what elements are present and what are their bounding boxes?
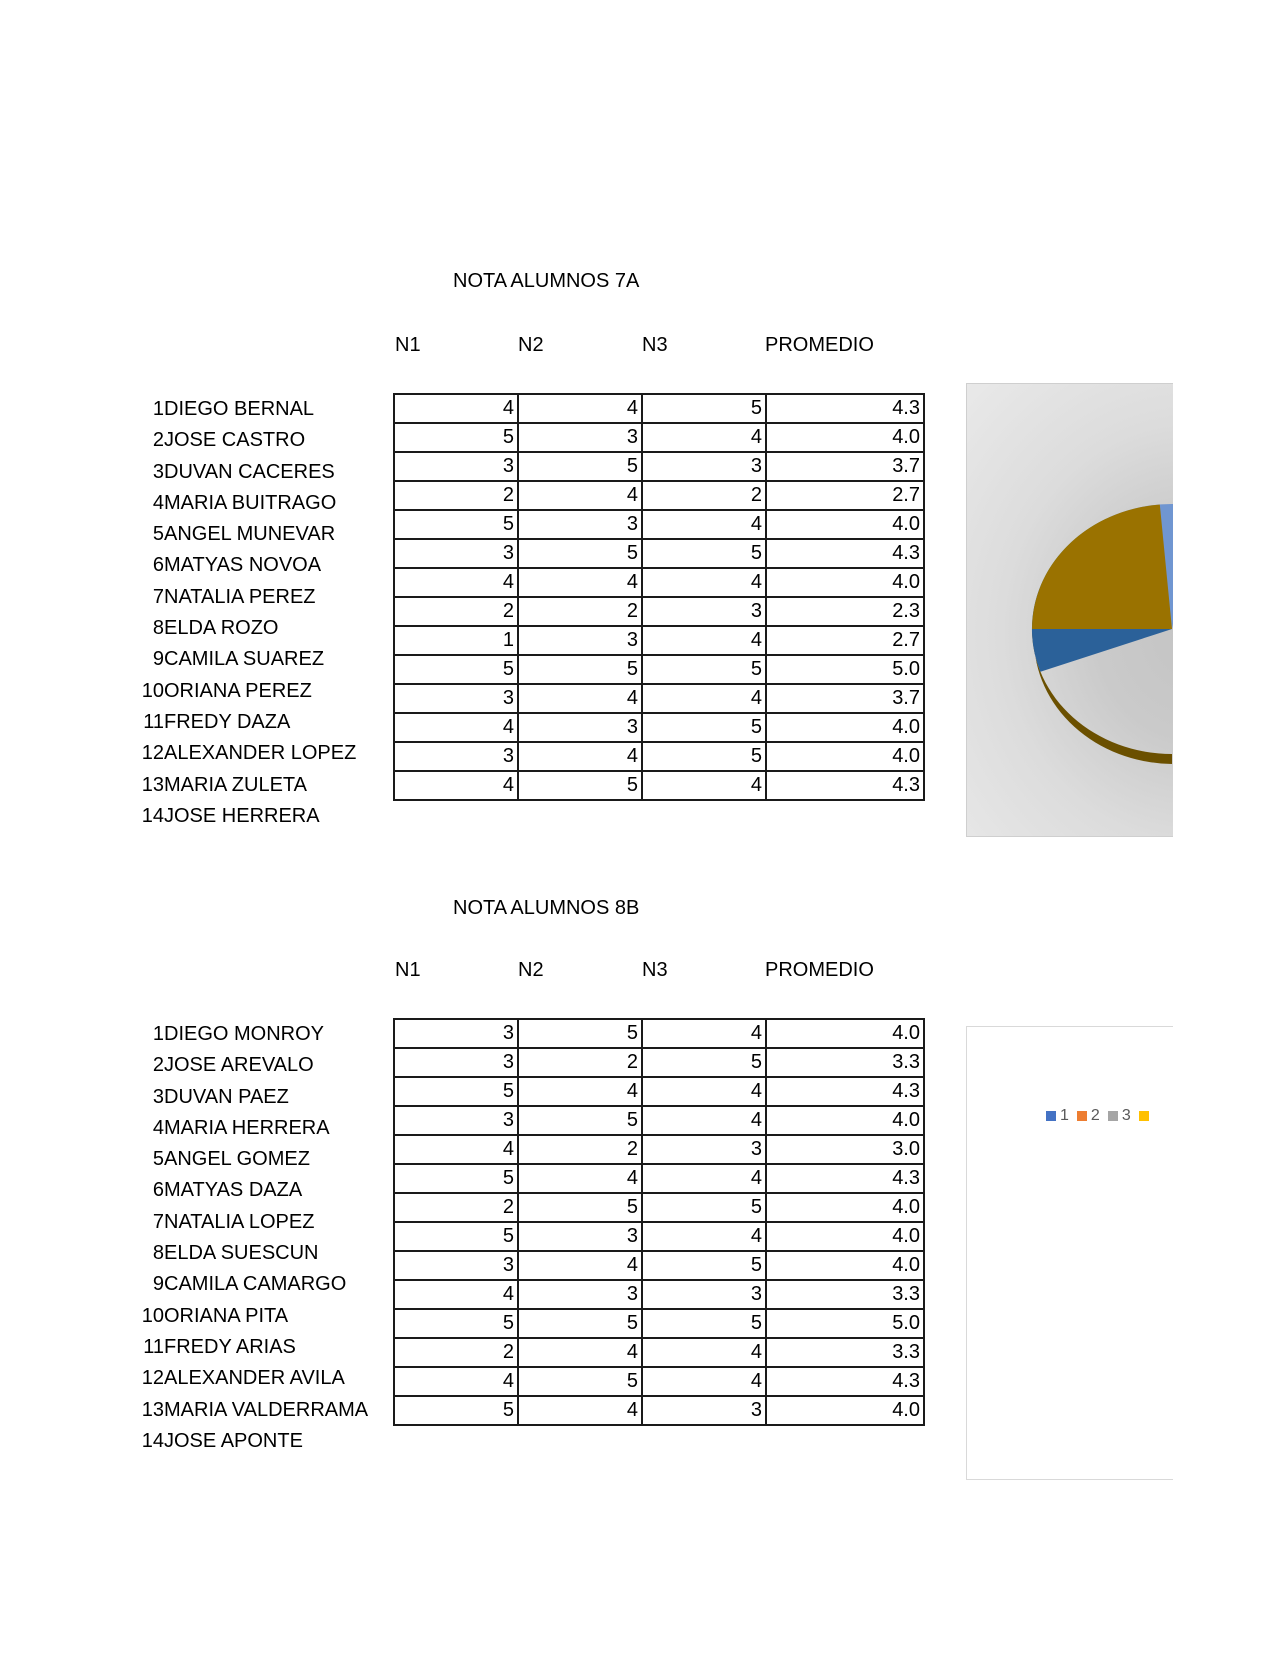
table-row: [394, 1251, 924, 1280]
header-n2: N2: [518, 334, 544, 356]
cell-promedio[interactable]: 4.0: [766, 1396, 924, 1425]
student-name-row: [140, 770, 380, 801]
title-7a: NOTA ALUMNOS 7A: [453, 270, 640, 292]
student-name-row: [140, 644, 380, 675]
table-row: [394, 771, 924, 800]
cell-n3[interactable]: 4: [642, 1106, 766, 1135]
cell-n1[interactable]: 3: [394, 452, 518, 481]
cell-n2[interactable]: 4: [518, 1077, 642, 1106]
student-name: ANGEL GOMEZ: [164, 1148, 310, 1171]
cell-promedio[interactable]: 4.3: [766, 394, 924, 423]
table-row: [394, 1309, 924, 1338]
cell-n1[interactable]: 2: [394, 1193, 518, 1222]
cell-promedio[interactable]: 3.7: [766, 684, 924, 713]
student-name: NATALIA PEREZ: [164, 585, 316, 608]
row-number: 12: [141, 742, 164, 765]
table-row: [394, 655, 924, 684]
row-number: 3: [152, 460, 164, 483]
cell-promedio[interactable]: 2.3: [766, 597, 924, 626]
cell-n3[interactable]: 3: [642, 1396, 766, 1425]
student-name: MARIA BUITRAGO: [164, 491, 337, 514]
row-number: 13: [141, 1398, 164, 1421]
header-n3: N3: [642, 334, 668, 356]
cell-n3[interactable]: 5: [642, 1309, 766, 1338]
cell-n1[interactable]: 2: [394, 481, 518, 510]
grades-table-7a: [393, 393, 925, 801]
row-number: 7: [152, 1210, 164, 1233]
cell-n3[interactable]: 3: [642, 1280, 766, 1309]
student-name: MARIA HERRERA: [164, 1116, 330, 1139]
cell-n1[interactable]: 1: [394, 626, 518, 655]
cell-promedio[interactable]: 3.0: [766, 1135, 924, 1164]
cell-promedio[interactable]: 3.3: [766, 1338, 924, 1367]
cell-promedio[interactable]: 4.0: [766, 510, 924, 539]
table-row: [394, 568, 924, 597]
cell-n3[interactable]: 4: [642, 1077, 766, 1106]
cell-n3[interactable]: 4: [642, 771, 766, 800]
student-name-row: [140, 550, 380, 581]
cell-promedio[interactable]: 4.0: [766, 568, 924, 597]
cell-n2[interactable]: 4: [518, 568, 642, 597]
cell-n2[interactable]: 5: [518, 1309, 642, 1338]
table-row: [394, 1164, 924, 1193]
student-name: FREDY DAZA: [164, 710, 291, 733]
legend-swatch: [1077, 1111, 1087, 1121]
student-name-row: [140, 1426, 380, 1457]
row-number: 13: [141, 773, 164, 796]
row-number: 1: [152, 1023, 164, 1045]
cell-n3[interactable]: 3: [642, 452, 766, 481]
cell-n3[interactable]: 4: [642, 1338, 766, 1367]
title-8b: NOTA ALUMNOS 8B: [453, 897, 640, 919]
student-name: ORIANA PEREZ: [164, 679, 312, 702]
header-promedio: PROMEDIO: [765, 959, 874, 981]
cell-promedio[interactable]: 3.3: [766, 1280, 924, 1309]
cell-n2[interactable]: 3: [518, 510, 642, 539]
row-number: 2: [152, 1054, 164, 1077]
row-number: 8: [152, 617, 164, 640]
legend-swatch: [1108, 1111, 1118, 1121]
table-row: [394, 1048, 924, 1077]
student-name-row: [140, 582, 380, 613]
cell-n1[interactable]: 3: [394, 684, 518, 713]
cell-n1[interactable]: 4: [394, 771, 518, 800]
cell-n3[interactable]: 4: [642, 1164, 766, 1193]
student-name-row: [140, 1238, 380, 1269]
legend-swatch: [1139, 1111, 1149, 1121]
cell-n1[interactable]: 5: [394, 1077, 518, 1106]
table-row: [394, 481, 924, 510]
student-name-row: [140, 1019, 380, 1050]
cell-promedio[interactable]: 4.3: [766, 1164, 924, 1193]
cell-n3[interactable]: 4: [642, 1222, 766, 1251]
table-row: [394, 597, 924, 626]
cell-promedio[interactable]: 4.3: [766, 1367, 924, 1396]
cell-n2[interactable]: 4: [518, 742, 642, 771]
student-name-row: [140, 1175, 380, 1206]
student-name-row: [140, 801, 380, 832]
cell-n1[interactable]: 4: [394, 568, 518, 597]
cell-promedio[interactable]: 4.0: [766, 1193, 924, 1222]
table-row: [394, 510, 924, 539]
student-name: ORIANA PITA: [164, 1304, 289, 1327]
cell-n1[interactable]: 3: [394, 539, 518, 568]
cell-n2[interactable]: 4: [518, 684, 642, 713]
row-number: 7: [152, 585, 164, 608]
student-name-row: [140, 1082, 380, 1113]
row-number: 5: [152, 1148, 164, 1171]
student-name: ELDA ROZO: [164, 617, 279, 640]
student-name-row: [140, 1301, 380, 1332]
row-number: 10: [141, 679, 164, 702]
row-number: 9: [152, 1273, 164, 1296]
cell-n3[interactable]: 5: [642, 1048, 766, 1077]
header-n1: N1: [395, 959, 421, 981]
cell-promedio[interactable]: 2.7: [766, 626, 924, 655]
student-name: ELDA SUESCUN: [164, 1242, 319, 1265]
row-number: 6: [152, 1179, 164, 1202]
student-name: ALEXANDER AVILA: [164, 1367, 345, 1390]
cell-n1[interactable]: 5: [394, 510, 518, 539]
student-name-row: [140, 1050, 380, 1081]
row-number: 9: [152, 648, 164, 671]
cell-n2[interactable]: 5: [518, 1106, 642, 1135]
legend-swatch: [1046, 1111, 1056, 1121]
legend-label: 2: [1090, 1107, 1100, 1124]
table-row: [394, 742, 924, 771]
row-number: 1: [152, 398, 164, 420]
cell-n2[interactable]: 5: [518, 655, 642, 684]
cell-n3[interactable]: 5: [642, 1251, 766, 1280]
cell-n1[interactable]: 3: [394, 1106, 518, 1135]
student-name-row: [140, 707, 380, 738]
row-number: 2: [152, 429, 164, 452]
cell-n3[interactable]: 4: [642, 423, 766, 452]
cell-n3[interactable]: 5: [642, 1193, 766, 1222]
cell-n3[interactable]: 5: [642, 539, 766, 568]
legend-item: [1046, 1107, 1069, 1125]
table-row: [394, 1193, 924, 1222]
student-name-row: [140, 1332, 380, 1363]
student-name: DIEGO BERNAL: [164, 398, 315, 420]
cell-promedio[interactable]: 4.0: [766, 1019, 924, 1048]
cell-n3[interactable]: 3: [642, 1135, 766, 1164]
student-name: JOSE HERRERA: [164, 804, 320, 827]
cell-n3[interactable]: 5: [642, 655, 766, 684]
student-name-row: [140, 1207, 380, 1238]
cell-n3[interactable]: 2: [642, 481, 766, 510]
cell-n1[interactable]: 5: [394, 423, 518, 452]
pie-slice-gold: [1032, 505, 1172, 630]
row-number: 11: [143, 1335, 164, 1358]
cell-n1[interactable]: 2: [394, 597, 518, 626]
cell-n3[interactable]: 3: [642, 597, 766, 626]
table-row: [394, 1280, 924, 1309]
cell-n1[interactable]: 3: [394, 742, 518, 771]
row-number: 14: [141, 804, 164, 827]
table-row: [394, 452, 924, 481]
pie-chart-7a-svg: [967, 384, 1173, 836]
student-name: JOSE CASTRO: [164, 429, 306, 452]
student-name: JOSE AREVALO: [164, 1054, 314, 1077]
cell-promedio[interactable]: 2.7: [766, 481, 924, 510]
cell-n2[interactable]: 4: [518, 1164, 642, 1193]
cell-n3[interactable]: 4: [642, 568, 766, 597]
legend-label: 3: [1121, 1107, 1131, 1124]
row-number: 3: [152, 1085, 164, 1108]
row-number: 5: [152, 523, 164, 546]
student-name-row: [140, 1113, 380, 1144]
row-number: 14: [141, 1429, 164, 1452]
student-names-7a: [140, 394, 380, 832]
table-row: [394, 713, 924, 742]
cell-promedio[interactable]: 4.0: [766, 1106, 924, 1135]
cell-n3[interactable]: 4: [642, 510, 766, 539]
row-number: 4: [152, 1116, 164, 1139]
header-n1: N1: [395, 334, 421, 356]
pie-chart-7a[interactable]: [966, 383, 1173, 837]
student-name-row: [140, 738, 380, 769]
row-number: 4: [152, 491, 164, 514]
cell-n2[interactable]: 3: [518, 423, 642, 452]
student-name-row: [140, 613, 380, 644]
legend-label: 1: [1060, 1107, 1069, 1124]
cell-n3[interactable]: 5: [642, 394, 766, 423]
student-name-row: [140, 1363, 380, 1394]
student-name: MARIA ZULETA: [164, 773, 307, 796]
chart-legend-8b: [1046, 1107, 1161, 1125]
student-name: JOSE APONTE: [164, 1429, 303, 1452]
cell-n1[interactable]: 4: [394, 1367, 518, 1396]
cell-n1[interactable]: 4: [394, 1135, 518, 1164]
cell-n2[interactable]: 4: [518, 1338, 642, 1367]
grades-table-8b: [393, 1018, 925, 1426]
cell-promedio[interactable]: 4.3: [766, 771, 924, 800]
cell-n1[interactable]: 4: [394, 1280, 518, 1309]
student-name: DUVAN PAEZ: [164, 1085, 289, 1108]
cell-n2[interactable]: 5: [518, 539, 642, 568]
table-row: [394, 1338, 924, 1367]
row-number: 11: [143, 710, 164, 733]
student-name: DIEGO MONROY: [164, 1023, 325, 1045]
header-n2: N2: [518, 959, 544, 981]
cell-n2[interactable]: 2: [518, 597, 642, 626]
cell-n2[interactable]: 5: [518, 452, 642, 481]
cell-n2[interactable]: 5: [518, 1367, 642, 1396]
cell-n1[interactable]: 3: [394, 1251, 518, 1280]
cell-n1[interactable]: 3: [394, 1048, 518, 1077]
table-row: [394, 1077, 924, 1106]
student-name-row: [140, 457, 380, 488]
row-number: 10: [141, 1304, 164, 1327]
student-name: CAMILA SUAREZ: [164, 648, 325, 671]
cell-n2[interactable]: 4: [518, 394, 642, 423]
cell-promedio[interactable]: 4.0: [766, 713, 924, 742]
legend-item: [1139, 1107, 1153, 1125]
student-name: MATYAS DAZA: [164, 1179, 303, 1202]
student-name: DUVAN CACERES: [164, 460, 335, 483]
student-name-row: [140, 1395, 380, 1426]
student-name-row: [140, 676, 380, 707]
cell-n2[interactable]: 4: [518, 1396, 642, 1425]
cell-n2[interactable]: 2: [518, 1048, 642, 1077]
cell-n3[interactable]: 4: [642, 684, 766, 713]
student-name-row: [140, 1269, 380, 1300]
student-name: CAMILA CAMARGO: [164, 1273, 347, 1296]
cell-n2[interactable]: 3: [518, 1280, 642, 1309]
cell-n1[interactable]: 5: [394, 1222, 518, 1251]
cell-n1[interactable]: 5: [394, 1164, 518, 1193]
table-row: [394, 684, 924, 713]
chart-8b[interactable]: [966, 1026, 1173, 1480]
student-name-row: [140, 394, 380, 425]
table-row: [394, 1222, 924, 1251]
table-row: [394, 1367, 924, 1396]
cell-promedio[interactable]: 3.7: [766, 452, 924, 481]
cell-n2[interactable]: 3: [518, 626, 642, 655]
student-name: FREDY ARIAS: [164, 1335, 296, 1358]
cell-n2[interactable]: 4: [518, 481, 642, 510]
cell-promedio[interactable]: 4.0: [766, 1251, 924, 1280]
row-number: 6: [152, 554, 164, 577]
student-name-row: [140, 425, 380, 456]
cell-n1[interactable]: 5: [394, 1396, 518, 1425]
cell-promedio[interactable]: 4.3: [766, 539, 924, 568]
table-row: [394, 1106, 924, 1135]
cell-n2[interactable]: 3: [518, 713, 642, 742]
cell-n3[interactable]: 5: [642, 742, 766, 771]
student-names-8b: [140, 1019, 380, 1457]
cell-n2[interactable]: 5: [518, 771, 642, 800]
cell-n2[interactable]: 5: [518, 1193, 642, 1222]
table-row: [394, 1135, 924, 1164]
student-name-row: [140, 488, 380, 519]
cell-n2[interactable]: 3: [518, 1222, 642, 1251]
cell-promedio[interactable]: 3.3: [766, 1048, 924, 1077]
legend-item: [1108, 1107, 1131, 1125]
student-name: MATYAS NOVOA: [164, 554, 322, 577]
cell-n2[interactable]: 4: [518, 1251, 642, 1280]
cell-n3[interactable]: 5: [642, 713, 766, 742]
cell-n3[interactable]: 4: [642, 626, 766, 655]
cell-n1[interactable]: 4: [394, 713, 518, 742]
cell-n1[interactable]: 5: [394, 1309, 518, 1338]
header-promedio: PROMEDIO: [765, 334, 874, 356]
cell-promedio[interactable]: 4.0: [766, 1222, 924, 1251]
cell-n2[interactable]: 5: [518, 1019, 642, 1048]
table-row: [394, 539, 924, 568]
legend-item: [1077, 1107, 1100, 1125]
cell-n1[interactable]: 4: [394, 394, 518, 423]
cell-n1[interactable]: 5: [394, 655, 518, 684]
table-row: [394, 423, 924, 452]
table-row: [394, 1019, 924, 1048]
student-name-row: [140, 1144, 380, 1175]
cell-n1[interactable]: 3: [394, 1019, 518, 1048]
cell-promedio[interactable]: 4.0: [766, 742, 924, 771]
cell-n3[interactable]: 4: [642, 1019, 766, 1048]
cell-n3[interactable]: 4: [642, 1367, 766, 1396]
student-name: ALEXANDER LOPEZ: [164, 742, 357, 765]
student-name-row: [140, 519, 380, 550]
table-row: [394, 626, 924, 655]
cell-promedio[interactable]: 4.0: [766, 423, 924, 452]
row-number: 8: [152, 1242, 164, 1265]
header-n3: N3: [642, 959, 668, 981]
cell-n2[interactable]: 2: [518, 1135, 642, 1164]
table-row: [394, 1396, 924, 1425]
student-name: ANGEL MUNEVAR: [164, 523, 336, 546]
cell-n1[interactable]: 2: [394, 1338, 518, 1367]
cell-promedio[interactable]: 4.3: [766, 1077, 924, 1106]
table-row: [394, 394, 924, 423]
cell-promedio[interactable]: 5.0: [766, 1309, 924, 1338]
student-name: NATALIA LOPEZ: [164, 1210, 315, 1233]
student-name: MARIA VALDERRAMA: [164, 1398, 369, 1421]
row-number: 12: [141, 1367, 164, 1390]
cell-promedio[interactable]: 5.0: [766, 655, 924, 684]
